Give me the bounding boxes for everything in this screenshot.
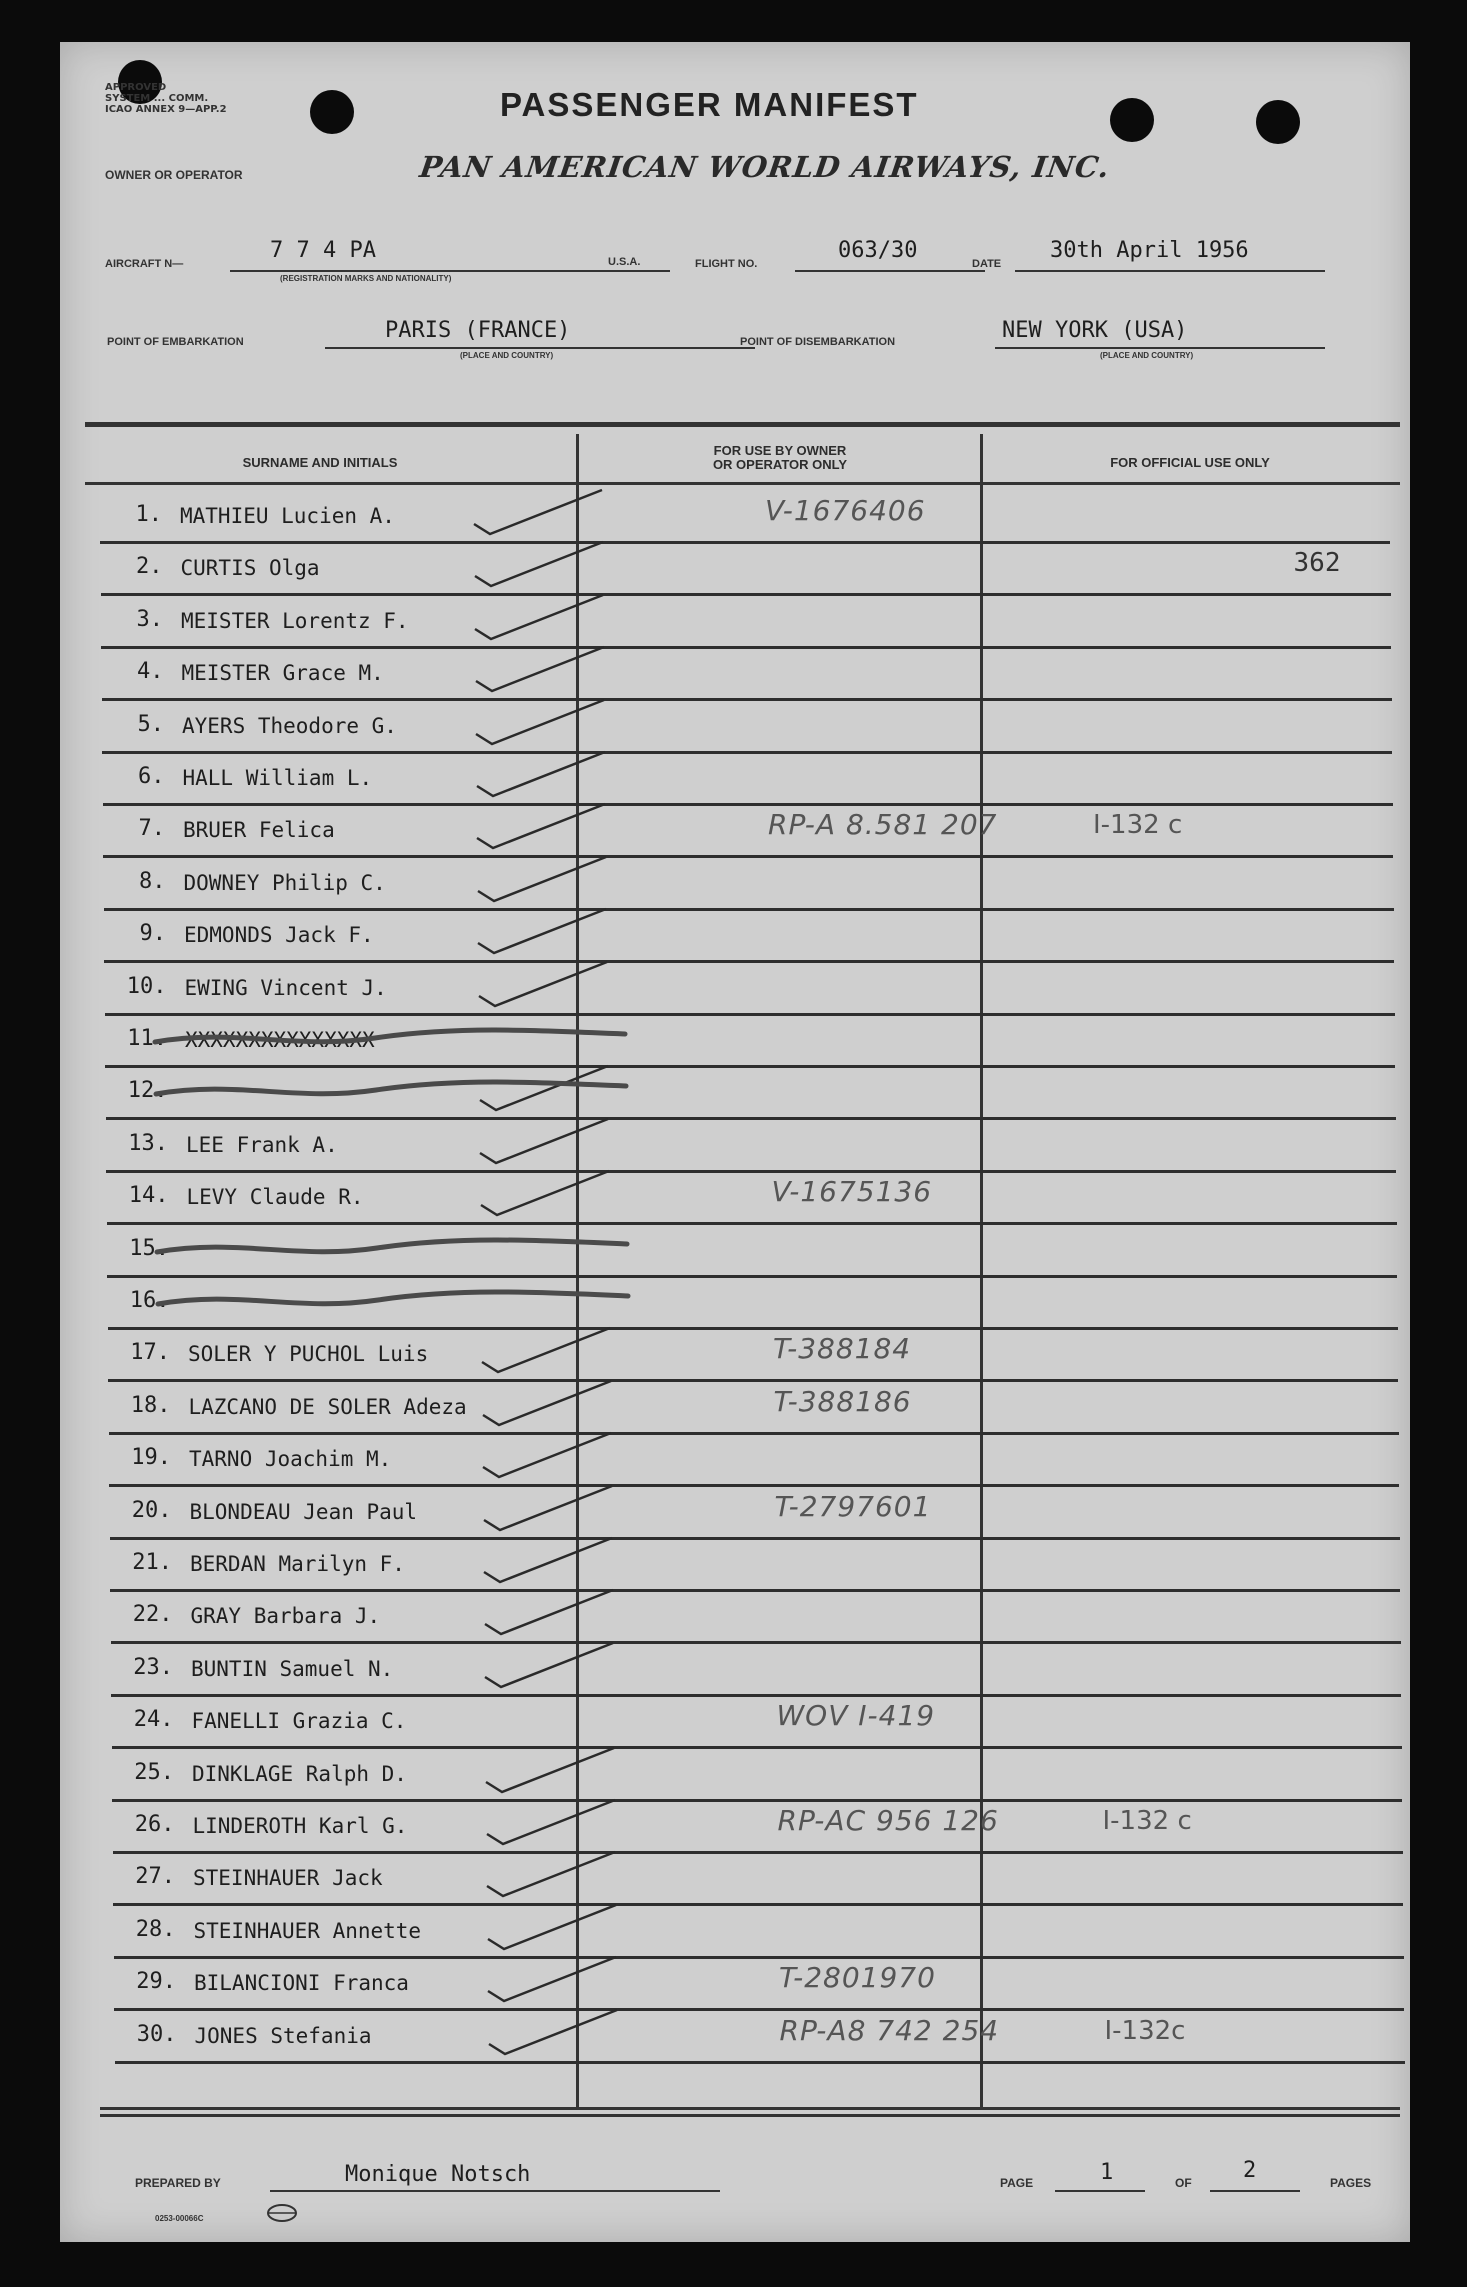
check-mark-icon xyxy=(482,1482,632,1534)
table-row xyxy=(106,1068,1396,1120)
row-number: 17. xyxy=(130,1340,170,1366)
operator-name: PAN AMERICAN WORLD AIRWAYS, INC. xyxy=(417,150,1113,184)
check-mark-icon xyxy=(487,2006,637,2058)
flight-value: 063/30 xyxy=(838,238,918,263)
table-row xyxy=(111,1592,1401,1644)
registration-note: (REGISTRATION MARKS AND NATIONALITY) xyxy=(280,274,452,283)
flight-label: FLIGHT NO. xyxy=(695,258,758,270)
pages-label: PAGES xyxy=(1330,2176,1372,2190)
check-mark-icon xyxy=(484,1744,634,1796)
row-number: 6. xyxy=(138,764,165,789)
passenger-name: HALL William L. xyxy=(182,766,373,790)
check-mark-icon xyxy=(477,958,627,1010)
usa-label: U.S.A. xyxy=(608,256,641,268)
column-header-surname: SURNAME AND INITIALS xyxy=(242,455,398,470)
table-row xyxy=(107,1173,1397,1225)
table-row xyxy=(108,1278,1398,1330)
passenger-name: EWING Vincent J. xyxy=(184,975,387,1000)
divider xyxy=(270,2190,720,2192)
passenger-name: LEE Frank A. xyxy=(186,1132,338,1157)
table-row xyxy=(111,1645,1401,1697)
table-row xyxy=(109,1383,1399,1435)
check-mark-icon xyxy=(480,1324,630,1376)
check-mark-icon xyxy=(483,1586,633,1638)
date-value: 30th April 1956 xyxy=(1050,238,1249,263)
divider xyxy=(1210,2190,1300,2192)
passenger-name: DINKLAGE Ralph D. xyxy=(192,1761,407,1786)
row-number: 29. xyxy=(136,1969,176,1995)
owner-entry: RP-AC 956 126 xyxy=(777,1804,999,1837)
check-mark-icon xyxy=(481,1377,631,1429)
passenger-name: BRUER Felica xyxy=(183,818,335,843)
check-mark-icon xyxy=(475,748,625,800)
owner-entry: T-388186 xyxy=(773,1384,912,1418)
official-entry: I-132c xyxy=(1104,2015,1186,2046)
passenger-name: BLONDEAU Jean Paul xyxy=(189,1499,418,1524)
table-row xyxy=(112,1750,1402,1802)
check-mark-icon xyxy=(474,696,624,748)
embarkation-value: PARIS (FRANCE) xyxy=(385,318,571,343)
punch-hole xyxy=(310,90,354,134)
passenger-name: CURTIS Olga xyxy=(180,556,320,581)
check-mark-icon xyxy=(478,1115,628,1167)
table-top-rule xyxy=(85,422,1400,427)
table-row xyxy=(113,1854,1403,1906)
owner-entry: T-2801970 xyxy=(779,1961,936,1995)
passenger-name: MATHIEU Lucien A. xyxy=(180,504,395,528)
page-number: 1 xyxy=(1100,2160,1114,2185)
page-label: PAGE xyxy=(1000,2176,1034,2190)
table-row xyxy=(114,1907,1404,1959)
table-row xyxy=(107,1226,1397,1278)
strike-through-icon xyxy=(116,1072,636,1108)
table-row xyxy=(102,702,1392,754)
divider xyxy=(230,270,670,272)
embarkation-label: POINT OF EMBARKATION xyxy=(107,336,244,348)
row-number: 4. xyxy=(137,659,164,685)
check-mark-icon xyxy=(474,643,624,695)
check-mark-icon xyxy=(485,1848,635,1900)
row-number: 24. xyxy=(133,1707,174,1733)
row-number: 15. xyxy=(129,1235,169,1261)
row-number: 13. xyxy=(128,1130,168,1156)
table-row xyxy=(110,1488,1400,1540)
row-number: 3. xyxy=(136,606,163,632)
row-number: 11. xyxy=(127,1026,167,1051)
punch-hole xyxy=(1256,100,1300,144)
passenger-name: LAZCANO DE SOLER Adeza xyxy=(188,1394,467,1419)
check-mark-icon xyxy=(486,1953,636,2005)
row-number: 1. xyxy=(135,502,162,527)
passenger-name: LEVY Claude R. xyxy=(186,1185,364,1210)
row-number: 12. xyxy=(127,1078,168,1104)
table-row xyxy=(105,1016,1395,1068)
row-number: 7. xyxy=(138,816,165,842)
strike-through-icon xyxy=(117,1230,637,1266)
table-row xyxy=(114,1959,1404,2011)
aircraft-value: 7 7 4 PA xyxy=(270,238,376,263)
of-label: OF xyxy=(1175,2176,1192,2190)
table-row xyxy=(104,859,1394,911)
check-mark-icon xyxy=(473,591,623,643)
owner-entry: RP-A 8.581 207 xyxy=(768,808,998,842)
check-mark-icon xyxy=(486,1901,636,1953)
disembarkation-note: (PLACE AND COUNTRY) xyxy=(1100,351,1194,360)
passenger-name: XXXXXXXXXXXXXXX xyxy=(185,1028,375,1052)
row-number: 23. xyxy=(133,1654,173,1680)
approval-stamp: APPROVED SYSTEM ... COMM. ICAO ANNEX 9—APP.2 xyxy=(105,82,227,115)
passenger-name: MEISTER Grace M. xyxy=(181,661,384,686)
page-title: PASSENGER MANIFEST xyxy=(500,86,919,123)
row-number: 21. xyxy=(132,1550,172,1575)
column-header-owner: FOR USE BY OWNER OR OPERATOR ONLY xyxy=(712,443,848,472)
table-bottom-rule xyxy=(100,2107,1400,2110)
check-mark-icon xyxy=(476,853,626,905)
disembarkation-value: NEW YORK (USA) xyxy=(1002,318,1188,343)
aircraft-label: AIRCRAFT N— xyxy=(105,258,184,270)
row-rule xyxy=(115,2061,1405,2064)
check-mark-icon xyxy=(479,1167,629,1219)
date-label: DATE xyxy=(972,258,1002,270)
passenger-name: STEINHAUER Annette xyxy=(193,1918,422,1943)
official-entry: I-132 c xyxy=(1093,810,1183,841)
check-mark-icon xyxy=(476,905,626,957)
check-mark-icon xyxy=(472,486,622,538)
divider xyxy=(995,347,1325,349)
prepared-by-value: Monique Notsch xyxy=(345,2162,531,2187)
table-row xyxy=(100,492,1390,544)
check-mark-icon xyxy=(473,538,623,590)
passenger-name: AYERS Theodore G. xyxy=(182,713,397,738)
row-number: 9. xyxy=(139,921,166,947)
table-row xyxy=(115,2012,1405,2064)
passenger-name: BILANCIONI Franca xyxy=(194,1971,409,1996)
page-total: 2 xyxy=(1243,2158,1257,2183)
strike-through-icon xyxy=(115,1020,635,1056)
passenger-name: LINDEROTH Karl G. xyxy=(192,1814,408,1838)
table-bottom-rule xyxy=(100,2114,1400,2117)
table-row xyxy=(101,544,1391,596)
table-row xyxy=(101,597,1391,649)
disembarkation-label: POINT OF DISEMBARKATION xyxy=(740,336,896,348)
globe-logo-icon xyxy=(265,2202,299,2224)
official-entry: I-132 c xyxy=(1102,1806,1192,1836)
row-number: 16. xyxy=(129,1288,170,1313)
divider xyxy=(795,270,985,272)
table-row xyxy=(106,1121,1396,1173)
table-row xyxy=(105,964,1395,1016)
header-rule xyxy=(85,482,1400,485)
divider xyxy=(325,347,755,349)
divider xyxy=(1055,2190,1145,2192)
owner-entry: V-1676406 xyxy=(765,494,926,527)
row-number: 27. xyxy=(135,1864,175,1890)
punch-hole xyxy=(1110,98,1154,142)
table-row xyxy=(104,911,1394,963)
owner-entry: T-388184 xyxy=(773,1332,912,1366)
table-row xyxy=(102,649,1392,701)
table-row xyxy=(110,1540,1400,1592)
table-row xyxy=(113,1802,1403,1854)
passenger-name: TARNO Joachim M. xyxy=(189,1447,392,1472)
table-row xyxy=(109,1435,1399,1487)
passenger-name: BERDAN Marilyn F. xyxy=(190,1552,405,1576)
row-number: 14. xyxy=(128,1183,169,1209)
official-code: 362 xyxy=(1293,548,1341,579)
check-mark-icon xyxy=(485,1796,635,1848)
owner-entry: RP-A8 742 254 xyxy=(779,2013,1000,2047)
strike-through-icon xyxy=(118,1282,638,1318)
table-row xyxy=(108,1330,1398,1382)
table-row xyxy=(103,806,1393,858)
passenger-name: MEISTER Lorentz F. xyxy=(181,608,409,633)
passenger-name: BUNTIN Samuel N. xyxy=(191,1656,394,1681)
owner-entry: T-2797601 xyxy=(774,1489,932,1523)
row-number: 8. xyxy=(139,868,166,894)
passenger-name: DOWNEY Philip C. xyxy=(183,870,386,895)
row-number: 22. xyxy=(132,1602,173,1628)
passenger-name: GRAY Barbara J. xyxy=(190,1604,381,1629)
row-number: 30. xyxy=(136,2021,177,2047)
table-row xyxy=(112,1697,1402,1749)
row-number: 5. xyxy=(137,711,164,737)
row-number: 18. xyxy=(130,1392,171,1418)
check-mark-icon xyxy=(483,1639,633,1691)
row-number: 10. xyxy=(126,973,167,999)
passenger-name: JONES Stefania xyxy=(194,2023,372,2048)
owner-entry: V-1675136 xyxy=(771,1175,933,1209)
form-code: 0253-00066C xyxy=(155,2214,204,2223)
prepared-by-label: PREPARED BY xyxy=(135,2176,221,2190)
row-number: 2. xyxy=(136,554,163,580)
embarkation-note: (PLACE AND COUNTRY) xyxy=(460,351,554,360)
passenger-name: STEINHAUER Jack xyxy=(193,1866,383,1891)
divider xyxy=(1015,270,1325,272)
check-mark-icon xyxy=(475,800,625,852)
row-number: 28. xyxy=(135,1916,176,1942)
check-mark-icon xyxy=(482,1534,632,1586)
row-number: 26. xyxy=(134,1812,175,1837)
owner-entry: WOV I-419 xyxy=(776,1699,936,1733)
owner-label: OWNER OR OPERATOR xyxy=(105,168,243,182)
manifest-sheet xyxy=(60,42,1410,2242)
passenger-name: EDMONDS Jack F. xyxy=(184,923,374,948)
column-header-official: FOR OFFICIAL USE ONLY xyxy=(1110,455,1270,470)
table-row xyxy=(103,754,1393,806)
row-number: 19. xyxy=(131,1445,171,1471)
passenger-name: FANELLI Grazia C. xyxy=(191,1709,407,1734)
check-mark-icon xyxy=(481,1429,631,1481)
row-number: 25. xyxy=(134,1759,174,1785)
passenger-name: SOLER Y PUCHOL Luis xyxy=(188,1342,429,1367)
row-number: 20. xyxy=(131,1497,172,1523)
